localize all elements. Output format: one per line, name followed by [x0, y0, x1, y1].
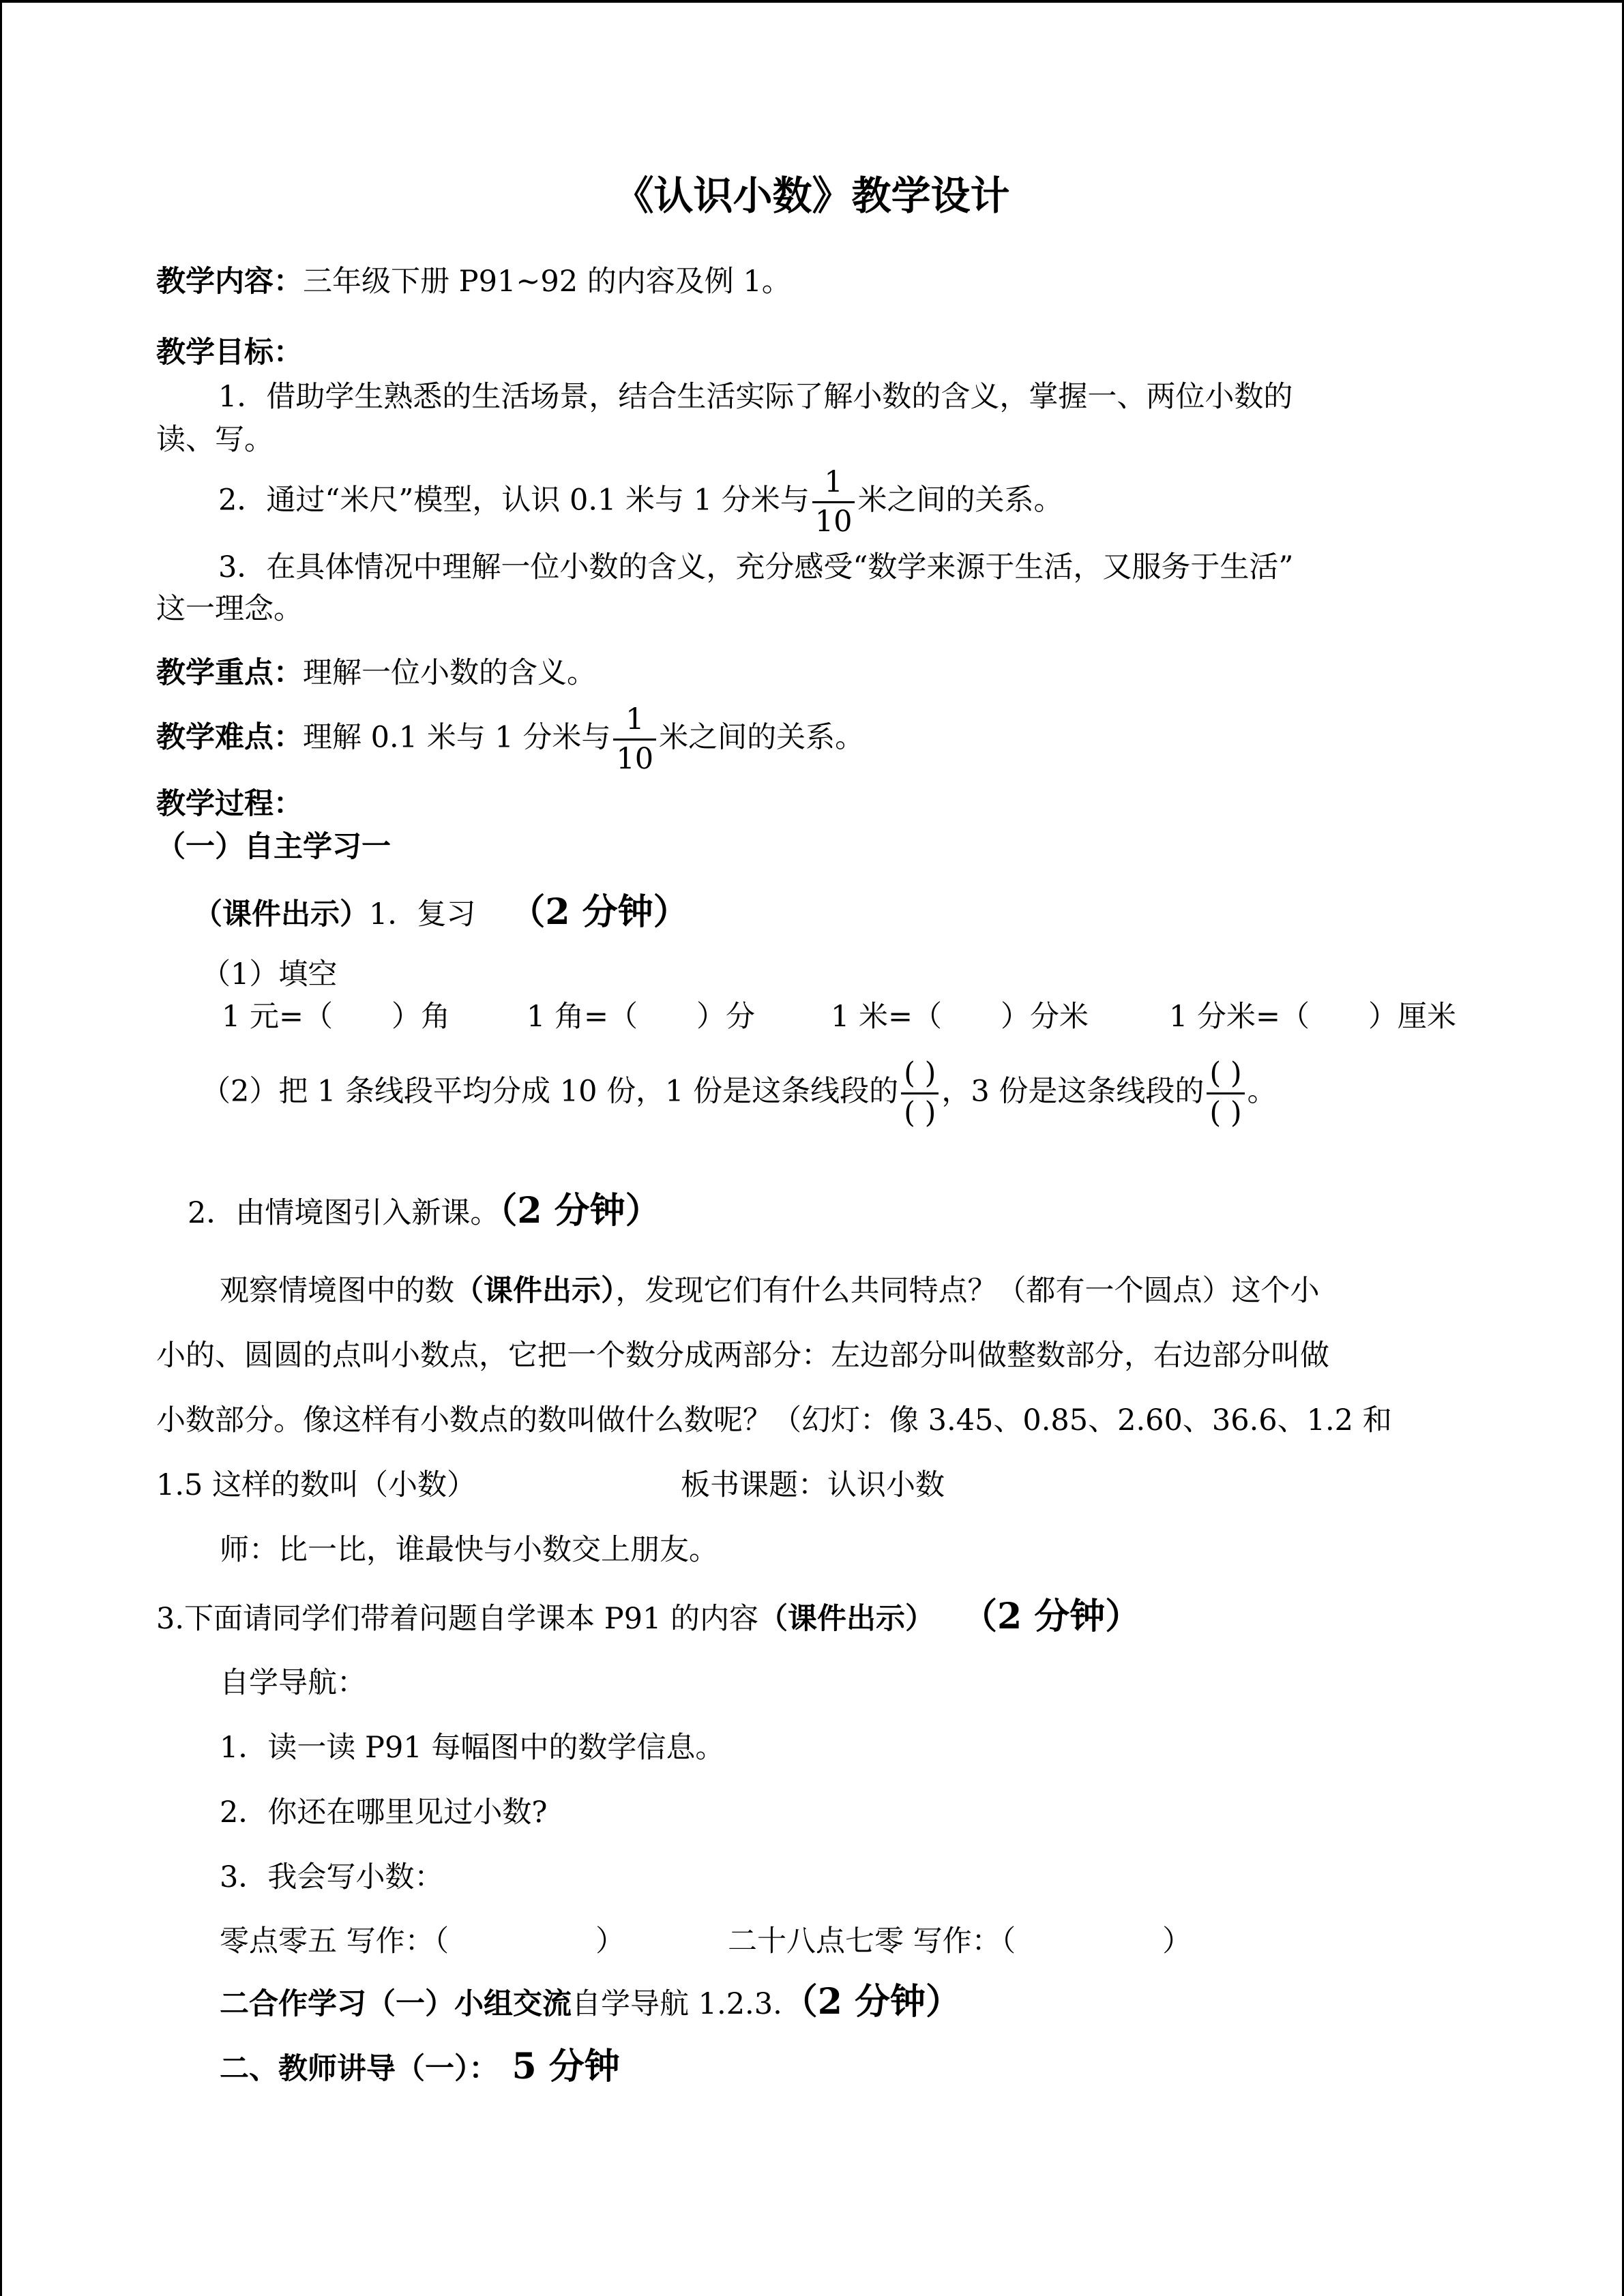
goal-2	[218, 465, 1063, 539]
fraction-numerator-blank: ( )	[1207, 1059, 1244, 1094]
difficulty-label: 教学难点：	[156, 720, 303, 755]
teaching-content-label: 教学内容：	[156, 265, 303, 299]
self-study-time: （2 分钟）	[962, 1596, 1141, 1637]
fill-blank-label: （1）填空	[201, 957, 338, 992]
fraction-denominator-blank: ( )	[904, 1096, 936, 1130]
fraction-denominator: 10	[616, 742, 654, 776]
cooperative-study-time: （2 分钟）	[782, 1981, 962, 2023]
courseware-tag: （课件出示）	[454, 1274, 616, 1308]
question-2-end: 。	[1247, 1074, 1277, 1109]
write-item-1: 零点零五 写作：（ ）	[220, 1924, 625, 1958]
teaching-content-text: 三年级下册 P91~92 的内容及例 1。	[303, 265, 791, 299]
cooperative-study-text: 自学导航 1.2.3.	[572, 1987, 782, 2021]
fraction-denominator: 10	[814, 505, 853, 539]
section-self-study-1: （一）自主学习一	[156, 830, 391, 864]
teaching-content	[156, 267, 791, 297]
review-line	[193, 891, 689, 933]
fraction-numerator: 1	[613, 705, 656, 741]
key-point-label: 教学重点：	[156, 656, 303, 690]
document-title: 《认识小数》教学设计	[614, 173, 1010, 219]
key-point	[156, 656, 596, 690]
process-label: 教学过程：	[156, 787, 303, 821]
intro-line	[188, 1190, 661, 1232]
blank-fraction-2	[1207, 1056, 1244, 1130]
question-2	[201, 1056, 1277, 1130]
review-time: （2 分钟）	[510, 891, 689, 933]
intro-text: 2．由情境图引入新课。	[188, 1196, 500, 1230]
difficulty-pre: 理解 0.1 米与 1 分米与	[303, 720, 611, 755]
fill-item-1: 1 元=（ ）角	[222, 1000, 451, 1034]
goal-1-line-2: 读、写。	[156, 423, 274, 457]
observe-pre: 观察情境图中的数	[220, 1274, 454, 1308]
cooperative-study-line	[220, 1981, 962, 2023]
goal-1-line-1: 1．借助学生熟悉的生活场景，结合生活实际了解小数的含义，掌握一、两位小数的	[218, 380, 1293, 414]
goals-label: 教学目标：	[156, 336, 303, 370]
observe-line	[220, 1274, 1320, 1308]
cooperative-study-label: 二合作学习（一）小组交流	[220, 1987, 572, 2021]
fraction-denominator-blank: ( )	[1209, 1096, 1242, 1130]
paragraph-line-3: 小数部分。像这样有小数点的数叫做什么数呢？（幻灯：像 3.45、0.85、2.60、36.6、1.2 和	[156, 1403, 1392, 1437]
goal-2-post: 米之间的关系。	[857, 483, 1063, 518]
question-2-pre: （2）把 1 条线段平均分成 10 份，1 份是这条线段的	[201, 1074, 899, 1109]
goal-2-fraction	[812, 465, 855, 539]
nav-item-2: 2．你还在哪里见过小数?	[220, 1795, 548, 1830]
fraction-numerator: 1	[812, 468, 855, 503]
fill-item-3: 1 米=（ ）分米	[831, 1000, 1089, 1034]
nav-item-3: 3．我会写小数：	[220, 1860, 444, 1894]
key-point-text: 理解一位小数的含义。	[303, 656, 596, 690]
intro-time: （2 分钟）	[499, 1190, 661, 1232]
difficulty	[156, 702, 865, 776]
fill-item-2: 1 角=（ ）分	[527, 1000, 756, 1034]
goal-3-line-1: 3．在具体情况中理解一位小数的含义，充分感受“数学来源于生活，又服务于生活”	[218, 550, 1294, 584]
goal-2-pre: 2．通过“米尺”模型，认识 0.1 米与 1 分米与	[218, 483, 810, 518]
review-text: 1．复习	[369, 897, 476, 931]
teacher-line: 师：比一比，谁最快与小数交上朋友。	[220, 1533, 718, 1567]
blank-fraction-1	[901, 1056, 939, 1130]
paragraph-line-4a: 1.5 这样的数叫（小数）	[156, 1468, 477, 1502]
teacher-guide-line	[220, 2046, 620, 2087]
paragraph-line-4b: 板书课题：认识小数	[681, 1468, 945, 1502]
question-2-mid: ，3 份是这条线段的	[941, 1074, 1205, 1109]
write-item-2: 二十八点七零 写作：（ ）	[728, 1924, 1192, 1958]
page-left-border	[0, 0, 2, 2296]
courseware-tag: （课件出示）	[193, 897, 369, 931]
self-study-line	[156, 1596, 1141, 1637]
teacher-guide-label: 二、教师讲导（一）：	[220, 2052, 499, 2086]
paragraph-line-2: 小的、圆圆的点叫小数点，它把一个数分成两部分：左边部分叫做整数部分，右边部分叫做	[156, 1339, 1329, 1373]
difficulty-post: 米之间的关系。	[659, 720, 865, 755]
nav-item-1: 1．读一读 P91 每幅图中的数学信息。	[220, 1731, 725, 1765]
fill-item-4: 1 分米=（ ）厘米	[1169, 1000, 1457, 1034]
observe-post: ，发现它们有什么共同特点？（都有一个圆点）这个小	[615, 1274, 1320, 1308]
courseware-tag: （课件出示）	[758, 1602, 935, 1636]
self-study-nav-label: 自学导航：	[220, 1666, 366, 1700]
page-top-border	[0, 0, 1624, 3]
self-study-pre: 3.下面请同学们带着问题自学课本 P91 的内容	[156, 1602, 759, 1636]
teacher-guide-time: 5 分钟	[512, 2046, 620, 2087]
goal-3-line-2: 这一理念。	[156, 592, 303, 626]
difficulty-fraction	[613, 702, 656, 776]
fraction-numerator-blank: ( )	[901, 1059, 939, 1094]
